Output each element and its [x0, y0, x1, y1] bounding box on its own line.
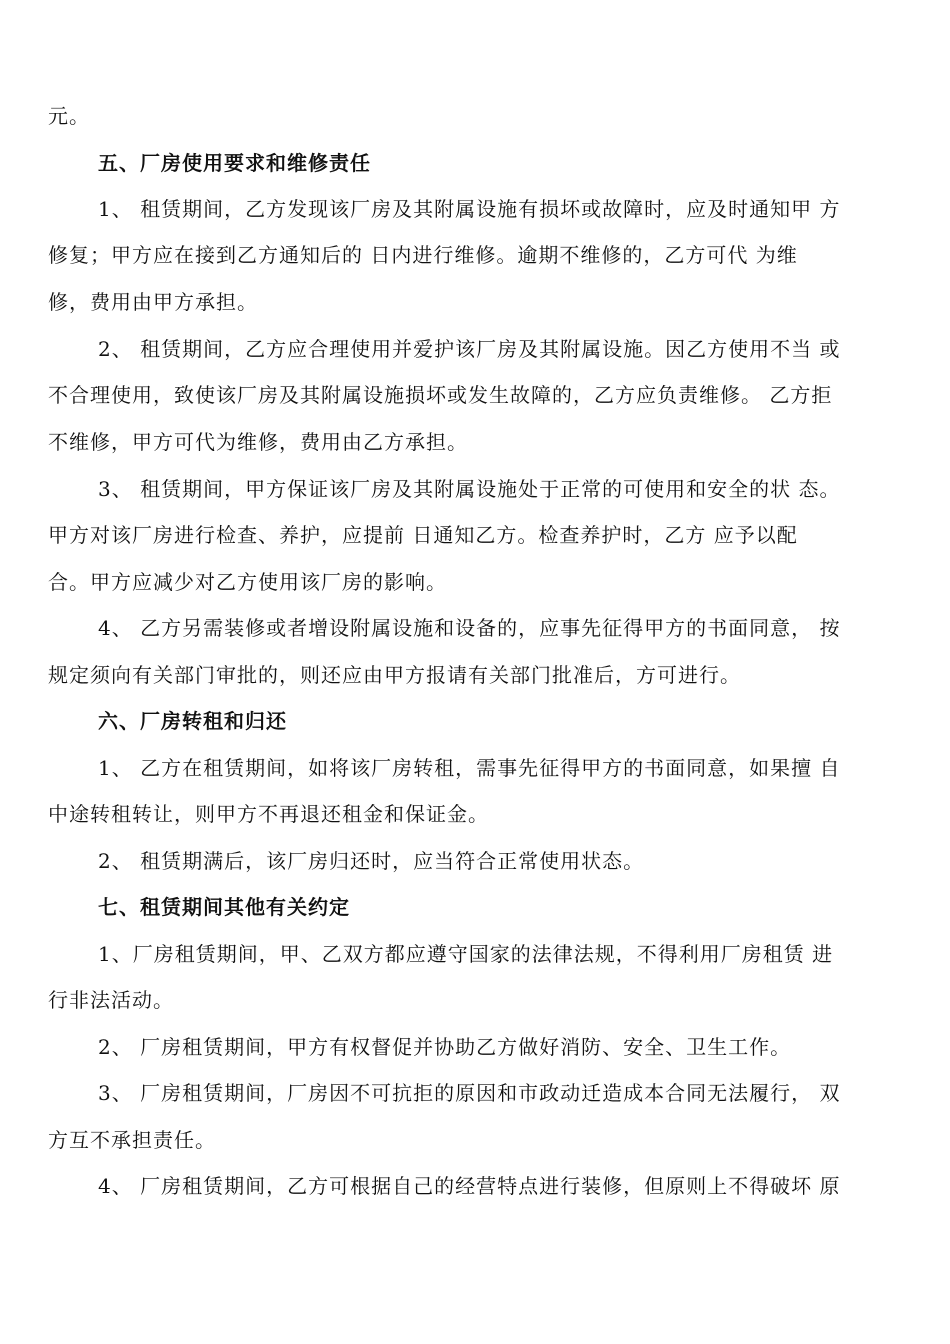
- section-heading-7: 七、租赁期间其他有关约定: [98, 895, 350, 919]
- paragraph-line: 1、 乙方在租赁期间，如将该厂房转租，需事先征得甲方的书面同意，如果擅 自: [98, 756, 841, 780]
- section-heading-5: 五、厂房使用要求和维修责任: [98, 151, 371, 175]
- paragraph-line: 规定须向有关部门审批的，则还应由甲方报请有关部门批准后，方可进行。: [48, 663, 741, 687]
- paragraph-line: 2、 厂房租赁期间，甲方有权督促并协助乙方做好消防、安全、卫生工作。: [98, 1035, 792, 1059]
- paragraph-line: 元。: [48, 104, 90, 128]
- paragraph-line: 2、 租赁期间，乙方应合理使用并爱护该厂房及其附属设施。因乙方使用不当 或: [98, 337, 841, 361]
- paragraph-line: 4、 乙方另需装修或者增设附属设施和设备的，应事先征得甲方的书面同意， 按: [98, 616, 841, 640]
- paragraph-line: 合。甲方应减少对乙方使用该厂房的影响。: [48, 570, 447, 594]
- paragraph-line: 3、 厂房租赁期间，厂房因不可抗拒的原因和市政动迁造成本合同无法履行， 双: [98, 1081, 841, 1105]
- paragraph-line: 方互不承担责任。: [48, 1128, 216, 1152]
- paragraph-line: 不合理使用，致使该厂房及其附属设施损坏或发生故障的，乙方应负责维修。 乙方拒: [48, 383, 833, 407]
- paragraph-line: 4、 厂房租赁期间，乙方可根据自己的经营特点进行装修，但原则上不得破坏 原: [98, 1174, 841, 1198]
- paragraph-line: 行非法活动。: [48, 988, 174, 1012]
- paragraph-line: 不维修，甲方可代为维修，费用由乙方承担。: [48, 430, 468, 454]
- paragraph-line: 修复；甲方应在接到乙方通知后的 日内进行维修。逾期不维修的，乙方可代 为维: [48, 243, 798, 267]
- paragraph-line: 中途转租转让，则甲方不再退还租金和保证金。: [48, 802, 489, 826]
- paragraph-line: 1、厂房租赁期间，甲、乙双方都应遵守国家的法律法规，不得利用厂房租赁 进: [98, 942, 834, 966]
- paragraph-line: 2、 租赁期满后，该厂房归还时，应当符合正常使用状态。: [98, 849, 645, 873]
- paragraph-line: 甲方对该厂房进行检查、养护，应提前 日通知乙方。检查养护时，乙方 应予以配: [48, 523, 798, 547]
- section-heading-6: 六、厂房转租和归还: [98, 709, 287, 733]
- paragraph-line: 1、 租赁期间，乙方发现该厂房及其附属设施有损坏或故障时，应及时通知甲 方: [98, 197, 841, 221]
- paragraph-line: 3、 租赁期间，甲方保证该厂房及其附属设施处于正常的可使用和安全的状 态。: [98, 477, 841, 501]
- paragraph-line: 修，费用由甲方承担。: [48, 290, 258, 314]
